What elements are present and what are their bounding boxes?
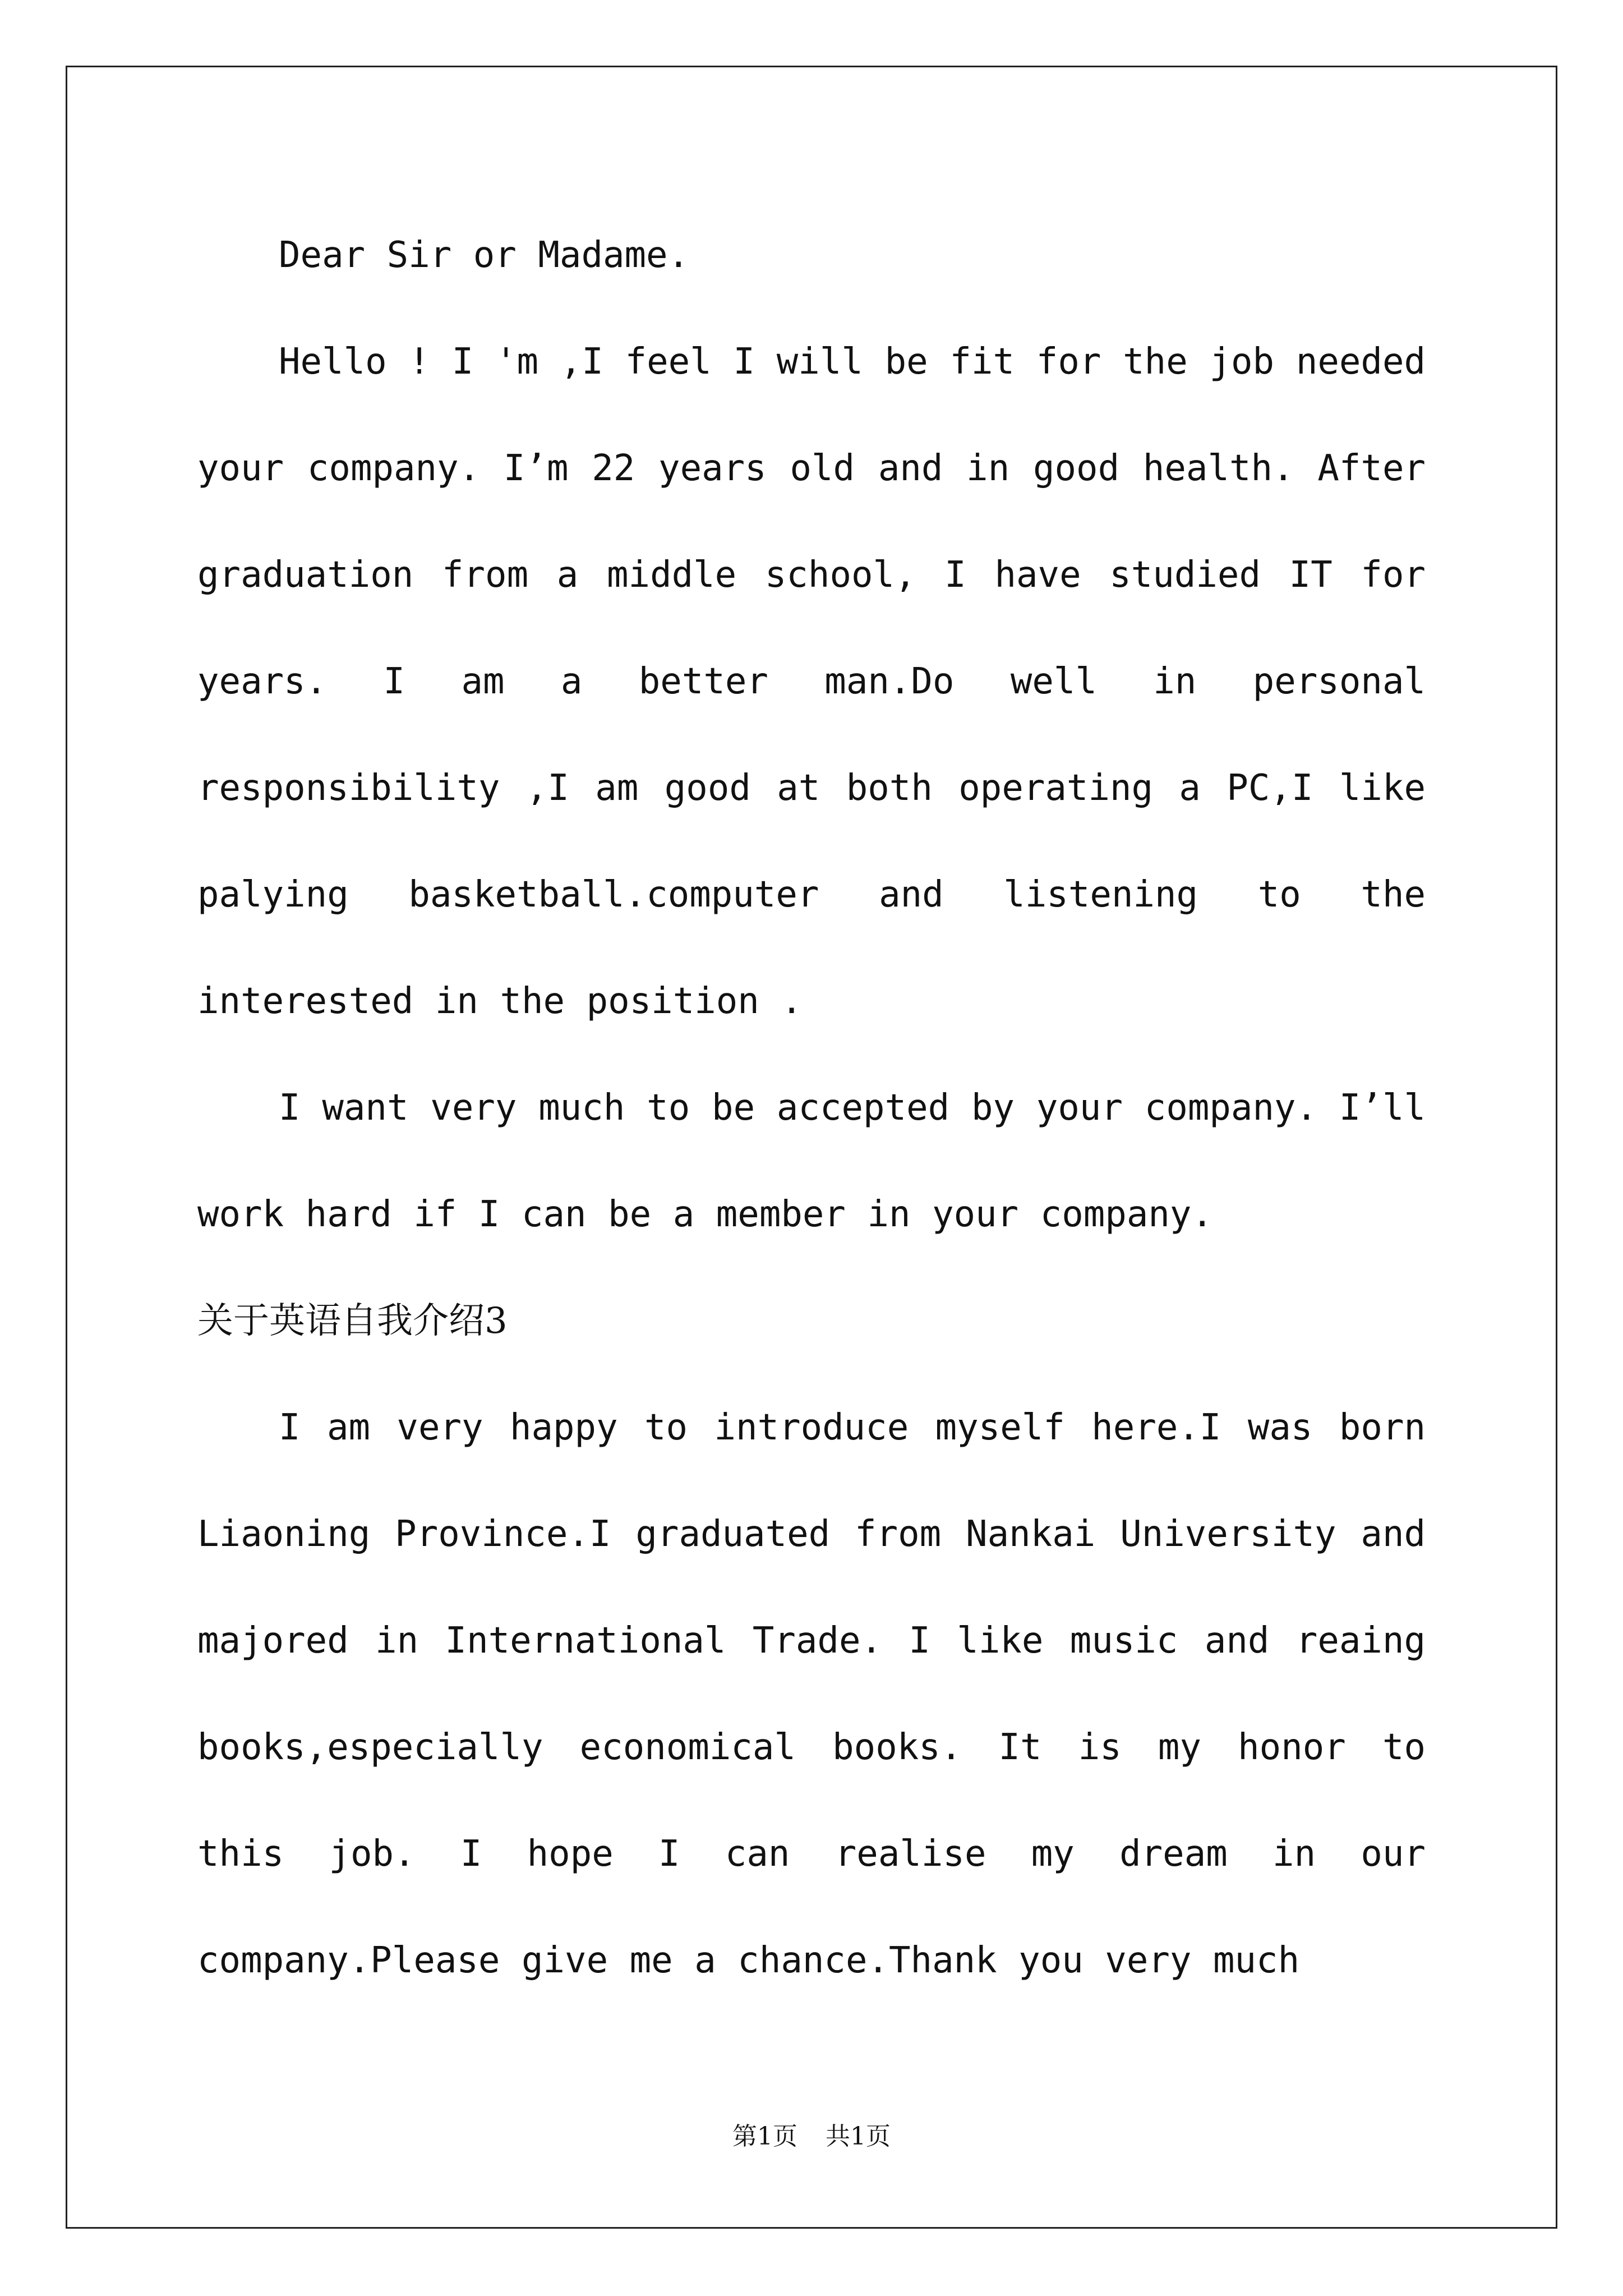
paragraph-line: Hello ! I 'm ,I feel I will be fit for the job needed <box>279 341 1426 383</box>
paragraph-line: Liaoning Province.I graduated from Nankai University and <box>197 1513 1426 1555</box>
paragraph-line: company.Please give me a chance.Thank you very much <box>197 1940 1300 1981</box>
paragraph-line: I am very happy to introduce myself here.I was born <box>279 1407 1426 1448</box>
salutation-line: Dear Sir or Madame. <box>279 234 690 276</box>
paragraph-line: palying basketball.computer and listening to the <box>197 874 1426 915</box>
document-body <box>197 202 1426 2014</box>
paragraph-line: this job. I hope I can realise my dream in our <box>197 1833 1426 1875</box>
page-footer <box>0 2116 1623 2152</box>
paragraph-line: graduation from a middle school, I have studied IT for <box>197 554 1426 596</box>
paragraph-line: your company. I’m 22 years old and in good health. After <box>197 448 1426 489</box>
paragraph-line: I want very much to be accepted by your company. I’ll <box>279 1087 1426 1129</box>
page-number-current: 第1页 <box>732 2122 797 2151</box>
paragraph-line: work hard if I can be a member in your company. <box>197 1194 1213 1235</box>
paragraph-line: books,especially economical books. It is my honor to <box>197 1727 1426 1768</box>
paragraph-line: responsibility ,I am good at both operating a PC,I like <box>197 767 1426 809</box>
paragraph-line: interested in the position . <box>197 981 803 1022</box>
paragraph-line: majored in International Trade. I like music and reaing <box>197 1620 1426 1662</box>
section-heading: 关于英语自我介绍3 <box>197 1300 508 1342</box>
page-number-total: 共1页 <box>826 2122 891 2151</box>
paragraph-line: years. I am a better man.Do well in personal <box>197 661 1426 702</box>
